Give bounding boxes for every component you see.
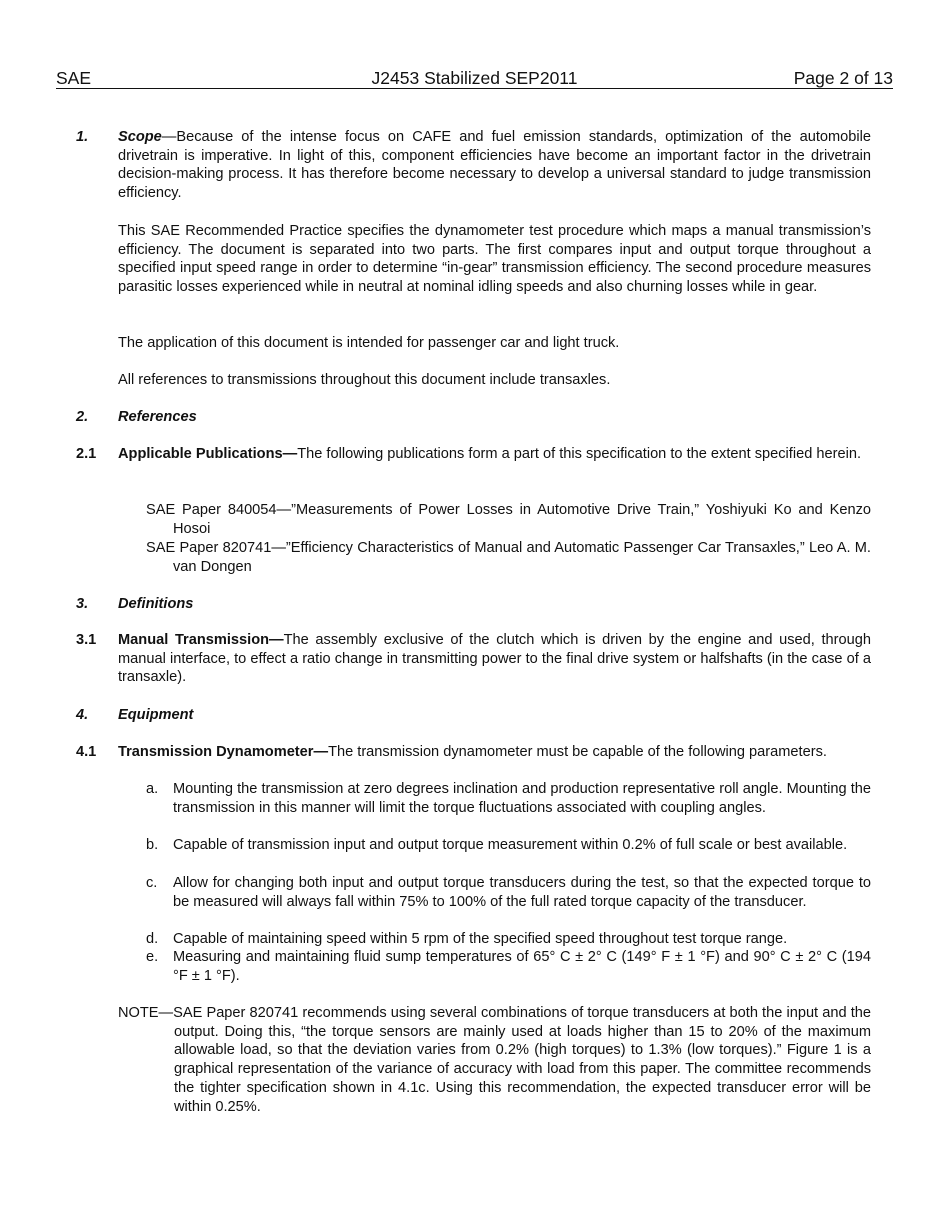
section-3-1-paragraph [118,631,871,687]
section-4-1-paragraph [118,743,871,762]
section-1-paragraph-2: This SAE Recommended Practice specifies the dynamometer test procedure which maps a manual transmission’s efficiency. The document is separated into two parts. The first compares input and output torque throughout a specified input speed range in order to determine “in-gear” transmission efficiency. The second procedure measures parasitic losses experienced while in neutral at nominal idling speeds and also churning losses while in gear. [118,223,871,296]
list-item-marker: d. [146,931,159,947]
section-4-1-title: Transmission Dynamometer— [118,744,329,760]
section-3-1-text: The assembly exclusive of the clutch which is driven by the engine and used, through manual interface, to effect a ratio change in transmitting power to the final drive system or halfshafts (in the case of a transaxle). [118,632,871,686]
header-org: SAE [56,68,92,88]
list-item-marker: b. [146,837,159,853]
list-item-marker: a. [146,781,159,797]
section-3-number: 3. [76,596,89,612]
list-item: Allow for changing both input and output torque transducers during the test, so that the expected torque to be measured will always fall within 75% to 100% of the full rated torque capacity of the transducer. [173,875,871,910]
reference-item: SAE Paper 820741—”Efficiency Characteristics of Manual and Automatic Passenger Car Transaxles,” Leo A. M. van Dongen [146,540,871,575]
page-header [56,68,893,89]
list-item: Measuring and maintaining fluid sump temperatures of 65° C ± 2° C (149° F ± 1 °F) and 90° C ± 2° C (194 °F ± 1 °F). [173,949,871,984]
header-page-number: Page 2 of 13 [793,68,893,88]
list-item-marker: c. [146,875,158,891]
section-4-1-number: 4.1 [76,744,97,760]
section-2-title: References [118,409,197,425]
section-3-title: Definitions [118,596,194,612]
section-1-title: Scope [118,129,162,145]
section-3-1-number: 3.1 [76,632,97,648]
section-1-text: —Because of the intense focus on CAFE and fuel emission standards, optimization of the automobile drivetrain is imperative. In light of this, component efficiencies have become an important factor in the drivetrain decision-making process. It has therefore become necessary to develop a universal standard to judge transmission efficiency. [118,129,871,202]
section-2-1-number: 2.1 [76,446,97,462]
section-4-title: Equipment [118,707,194,723]
section-2-1-text: The following publications form a part of this specification to the extent specified herein. [297,446,862,462]
list-item-marker: e. [146,949,159,965]
section-2-number: 2. [76,409,89,425]
header-doc-id: J2453 Stabilized SEP2011 [371,68,578,88]
section-1-scope-paragraph [118,128,871,203]
section-3-1-title: Manual Transmission— [118,632,284,648]
section-1-number: 1. [76,129,89,145]
list-item: Capable of maintaining speed within 5 rpm of the specified speed throughout test torque range. [173,931,788,947]
section-4-number: 4. [76,707,89,723]
section-1-paragraph-4: All references to transmissions throughout this document include transaxles. [118,372,611,388]
section-1-paragraph-3: The application of this document is intended for passenger car and light truck. [118,335,620,351]
section-2-1-title: Applicable Publications— [118,446,298,462]
list-item: Capable of transmission input and output torque measurement within 0.2% of full scale or best available. [173,837,848,853]
note-paragraph: NOTE—SAE Paper 820741 recommends using several combinations of torque transducers at both the input and the output. Doing this, “the torque sensors are mainly used at loads higher than 15 to 20% of the maximum allowable load, so that the deviation varies from 0.2% (high torques) to 1.3% (low torques).” Figure 1 is a graphical representation of the variance of accuracy with load from this paper. The committee recommends the tighter specification shown in 4.1c. Using this recommendation, the expected transducer error will be within 0.25%. [118,1005,871,1115]
list-item: Mounting the transmission at zero degrees inclination and production representative roll angle. Mounting the transmission in this manner will limit the torque fluctuations associated with coupling angles. [173,781,871,816]
reference-item: SAE Paper 840054—”Measurements of Power Losses in Automotive Drive Train,” Yoshiyuki Ko and Kenzo Hosoi [146,502,871,537]
section-4-1-text: The transmission dynamometer must be capable of the following parameters. [328,744,827,760]
section-2-1-paragraph [118,445,871,464]
